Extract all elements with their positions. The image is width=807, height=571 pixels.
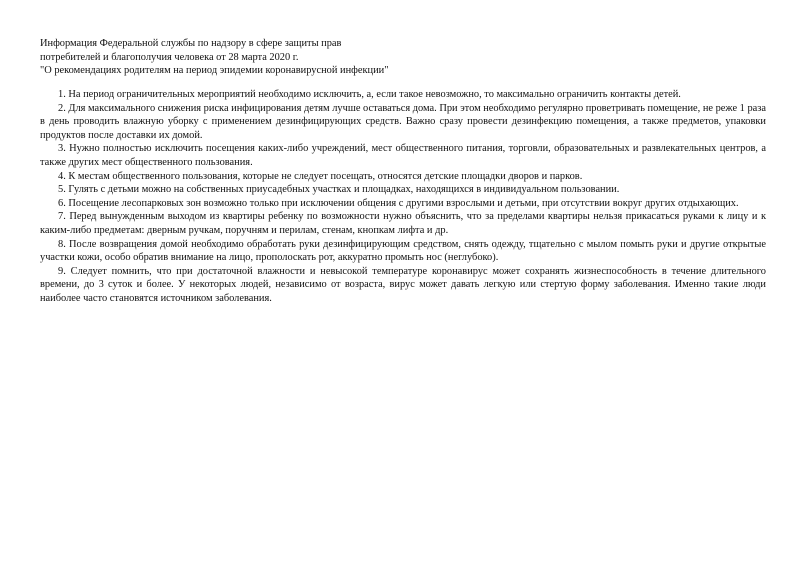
document-body [40,88,766,306]
document-header [40,37,640,78]
paragraph-1: 1. На период ограничительных мероприятий необходимо исключить, а, если такое невозможно, то максимально ограничить контакты детей. [58,89,681,100]
paragraph-6: 6. Посещение лесопарковых зон возможно только при исключении общения с другими взрослыми и детьми, при отсутствии вокруг других отдыхающих. [58,197,739,209]
header-line-2: потребителей и благополучия человека от 28 марта 2020 г. [40,51,299,63]
header-line-3: "О рекомендациях родителям на период эпидемии коронавирусной инфекции" [40,65,389,77]
header-line-1: Информация Федеральной службы по надзору в сфере защиты прав [40,38,342,49]
paragraph-7: 7. Перед вынужденным выходом из квартиры ребенку по возможности нужно объяснить, что за пределами квартиры нельзя прикасаться руками к лицу и к каким-либо предметам: дверным ручкам, поручням и перилам, стенам, кнопкам лифта и др. [40,211,766,236]
paragraph-8: 8. После возвращения домой необходимо обработать руки дезинфицирующим средством, снять одежду, тщательно с мылом помыть руки и другие открытые участки кожи, особо обратив внимание на лицо, прополоскать рот, аккуратно промыть нос (неглубоко). [40,238,766,264]
paragraph-5: 5. Гулять с детьми можно на собственных приусадебных участках и площадках, находящихся в индивидуальном пользовании. [58,184,620,196]
paragraph-9: 9. Следует помнить, что при достаточной влажности и невысокой температуре коронавирус может сохранять жизнеспособность в течение длительного времени, до 3 суток и более. У некоторых людей, независимо от возраста, вирус может давать легкую или стертую форму заболевания. Именно такие люди наиболее часто становятся источником заболевания. [40,265,766,304]
paragraph-3: 3. Нужно полностью исключить посещения каких-либо учреждений, мест общественного питания, торговли, образовательных и развлекательных центров, а также других мест общественного пользования. [40,143,766,168]
paragraph-4: 4. К местам общественного пользования, которые не следует посещать, относятся детские площадки дворов и парков. [58,170,583,182]
paragraph-2: 2. Для максимального снижения риска инфицирования детям лучше оставаться дома. При этом необходимо регулярно проветривать помещение, не реже 1 раза в день проводить влажную уборку с применением дезинфицирующих средств. Важно сразу провести дезинфекцию помещения, а также предметов, упаковки продуктов после доставки их домой. [40,102,766,141]
